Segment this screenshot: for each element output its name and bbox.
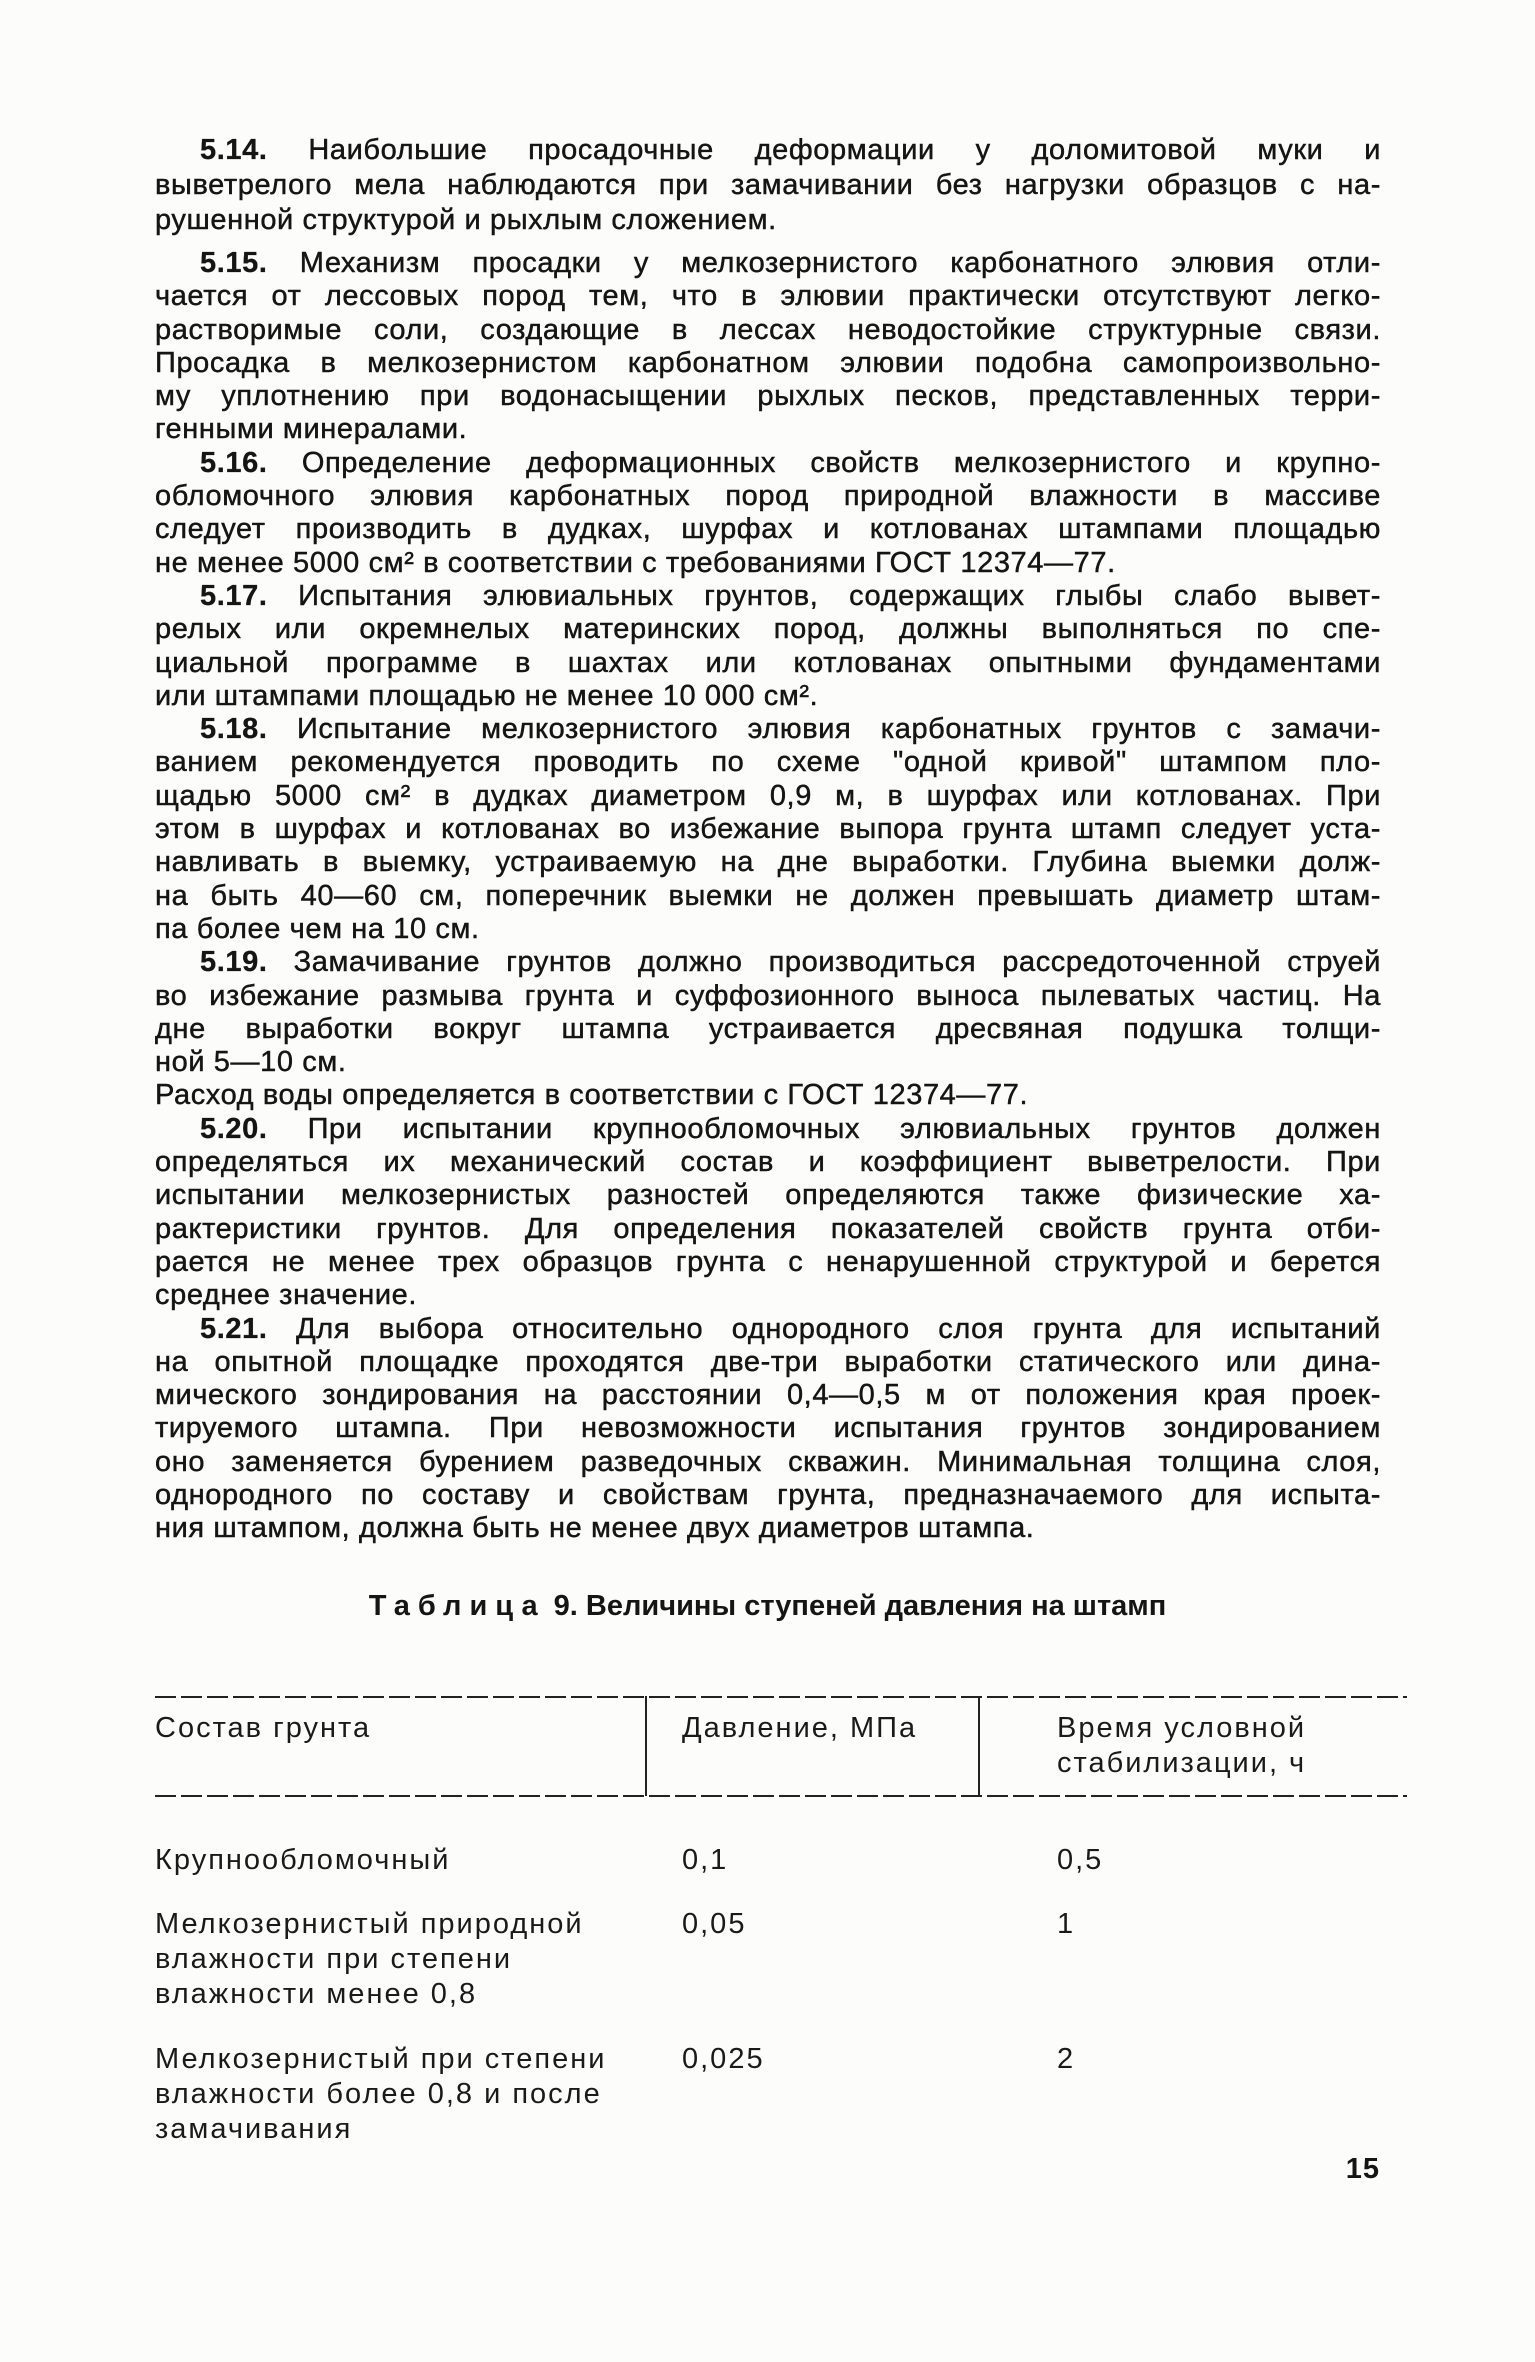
paragraph-line: ния штампом, должна быть не менее двух диаметров штампа. (155, 1512, 1035, 1545)
paragraph-line: му уплотнению при водонасыщении рыхлых песков, представленных терри- (155, 380, 1381, 413)
paragraph-line: растворимые соли, создающие в лессах неводостойкие структурные связи. (155, 313, 1381, 346)
paragraph-line: Расход воды определяется в соответствии с ГОСТ 12374—77. (155, 1079, 1029, 1112)
paragraph-line: испытании мелкозернистых разностей определяются также физические ха- (155, 1179, 1381, 1212)
paragraph-5-20 (155, 1113, 1381, 1313)
table-header-rule (155, 1795, 1407, 1797)
paragraph-line: во избежание размыва грунта и суффозионного выноса пылеватых частиц. На (155, 979, 1381, 1012)
cell-line: замачивания (155, 2113, 353, 2145)
paragraph-line: генными минералами. (155, 413, 468, 446)
paragraph-line: рактеристики грунтов. Для определения показателей свойств грунта отби- (155, 1212, 1381, 1245)
header-pressure: Давление, МПа (682, 1712, 918, 1744)
paragraph-5-19 (155, 946, 1381, 1079)
cell-line: Крупнообломочный (155, 1844, 451, 1876)
paragraph-number: 5.19. (200, 946, 268, 979)
paragraph-5-21 (155, 1313, 1381, 1546)
header-time (1057, 1711, 1306, 1781)
paragraph-5-14 (155, 133, 1381, 238)
paragraph-line: чается от лессовых пород тем, что в элювии практически отсутствуют легко- (155, 280, 1381, 313)
cell-soil (155, 1907, 584, 2012)
paragraph-number: 5.18. (200, 713, 268, 746)
cell-line: влажности более 0,8 и после (155, 2078, 602, 2110)
line-text: Наибольшие просадочные деформации у доломитовой муки и (308, 134, 1381, 166)
table-caption (0, 1588, 1535, 1624)
paragraph-line: следует производить в дудках, шурфах и котлованах штампами площадью (155, 513, 1381, 546)
paragraph-line: на быть 40—60 см, поперечник выемки не должен превышать диаметр штам- (155, 879, 1381, 912)
paragraph-line: Просадка в мелкозернистом карбонатном элювии подобна самопроизвольно- (155, 346, 1381, 379)
line-text: Механизм просадки у мелкозернистого карбонатного элювия отли- (299, 247, 1381, 279)
paragraph-line: ной 5—10 см. (155, 1046, 347, 1079)
paragraph-line (155, 713, 1381, 746)
paragraph-line (155, 580, 1381, 613)
paragraph-line (155, 247, 1381, 280)
paragraph-number: 5.16. (200, 446, 268, 479)
header-soil: Состав грунта (155, 1712, 372, 1744)
paragraph-number: 5.20. (200, 1112, 268, 1145)
line-text: Замачивание грунтов должно производиться рассредоточенной струей (293, 946, 1381, 979)
text-block-top (155, 133, 1381, 238)
paragraph-line (155, 447, 1381, 480)
paragraph-line (155, 1113, 1381, 1146)
paragraph-line: оно заменяется бурением разведочных скважин. Минимальная толщина слоя, (155, 1445, 1381, 1478)
cell-time: 2 (1057, 2043, 1076, 2075)
paragraph-line: ванием рекомендуется проводить по схеме "одной кривой" штампом пло- (155, 746, 1381, 779)
cell-soil (155, 2042, 606, 2147)
text-block-main (155, 247, 1381, 1546)
header-line: Время условной (1057, 1712, 1307, 1744)
line-text: Испытания элювиальных грунтов, содержащих глыбы слабо вывет- (298, 579, 1381, 612)
page-number: 15 (1345, 2153, 1380, 2185)
paragraph-number: 5.15. (200, 247, 268, 279)
paragraph-line: обломочного элювия карбонатных пород природной влажности в массиве (155, 480, 1381, 513)
paragraph-line: релых или окремнелых материнских пород, должны выполняться по спе- (155, 613, 1381, 646)
column-divider (645, 1696, 647, 1796)
header-line: стабилизации, ч (1057, 1747, 1307, 1779)
line-text: При испытании крупнообломочных элювиальных грунтов должен (307, 1112, 1381, 1145)
cell-line: влажности менее 0,8 (155, 1978, 478, 2010)
cell-line: Мелкозернистый при степени (155, 2043, 607, 2075)
cell-time: 0,5 (1057, 1844, 1104, 1876)
paragraph-line: этом в шурфах и котлованах во избежание выпора грунта штамп следует уста- (155, 813, 1381, 846)
paragraph-line: выветрелого мела наблюдаются при замачивании без нагрузки образцов с на- (155, 169, 1381, 201)
table-top-rule (155, 1696, 1407, 1698)
caption-number: 9. (553, 1590, 578, 1622)
line-text: Определение деформационных свойств мелкозернистого и крупно- (301, 446, 1381, 479)
paragraph-line: среднее значение. (155, 1279, 418, 1312)
cell-line: влажности при степени (155, 1943, 513, 1975)
line-text: Для выбора относительно однородного слоя грунта для испытаний (296, 1312, 1381, 1345)
paragraph-line: рушенной структурой и рыхлым сложением. (155, 204, 777, 236)
paragraph-line: определяться их механический состав и коэффициент выветрелости. При (155, 1146, 1381, 1179)
paragraph-line: дне выработки вокруг штампа устраивается дресвяная подушка толщи- (155, 1012, 1381, 1045)
paragraph-5-17 (155, 580, 1381, 713)
paragraph-line: однородного по составу и свойствам грунта, предназначаемого для испыта- (155, 1478, 1381, 1511)
paragraph-water-consumption (155, 1079, 1381, 1112)
caption-title: Величины ступеней давления на штамп (585, 1590, 1167, 1622)
paragraph-number: 5.14. (200, 134, 268, 166)
paragraph-line: тируемого штампа. При невозможности испытания грунтов зондированием (155, 1412, 1381, 1445)
paragraph-line: мического зондирования на расстоянии 0,4—0,5 м от положения края проек- (155, 1379, 1381, 1412)
paragraph-line: рается не менее трех образцов грунта с ненарушенной структурой и берется (155, 1245, 1381, 1278)
paragraph-line: или штампами площадью не менее 10 000 см². (155, 679, 819, 712)
cell-soil (155, 1843, 450, 1878)
paragraph-line: навливать в выемку, устраиваемую на дне выработки. Глубина выемки долж- (155, 846, 1381, 879)
paragraph-5-18 (155, 713, 1381, 946)
paragraph-line: циальной программе в шахтах или котлованах опытными фундаментами (155, 646, 1381, 679)
cell-time: 1 (1057, 1908, 1076, 1940)
paragraph-line (155, 1313, 1381, 1346)
paragraph-line: не менее 5000 см² в соответствии с требованиями ГОСТ 12374—77. (155, 546, 1116, 579)
paragraph-5-16 (155, 447, 1381, 580)
paragraph-number: 5.17. (200, 579, 268, 612)
paragraph-line (155, 946, 1381, 979)
column-divider (978, 1696, 980, 1796)
paragraph-5-15 (155, 247, 1381, 447)
paragraph-line: щадью 5000 см² в дудках диаметром 0,9 м, в шурфах или котлованах. При (155, 779, 1381, 812)
paragraph-line: па более чем на 10 см. (155, 912, 480, 945)
cell-pressure: 0,1 (682, 1844, 729, 1876)
paragraph-number: 5.21. (200, 1312, 268, 1345)
paragraph-line: на опытной площадке проходятся две-три выработки статического или дина- (155, 1345, 1381, 1378)
cell-line: Мелкозернистый природной (155, 1908, 584, 1940)
paragraph-line (155, 133, 1381, 168)
line-text: Испытание мелкозернистого элювия карбонатных грунтов с замачи- (296, 713, 1381, 746)
cell-pressure: 0,05 (682, 1908, 747, 1940)
cell-pressure: 0,025 (682, 2043, 765, 2075)
caption-label: Таблица (368, 1590, 546, 1622)
